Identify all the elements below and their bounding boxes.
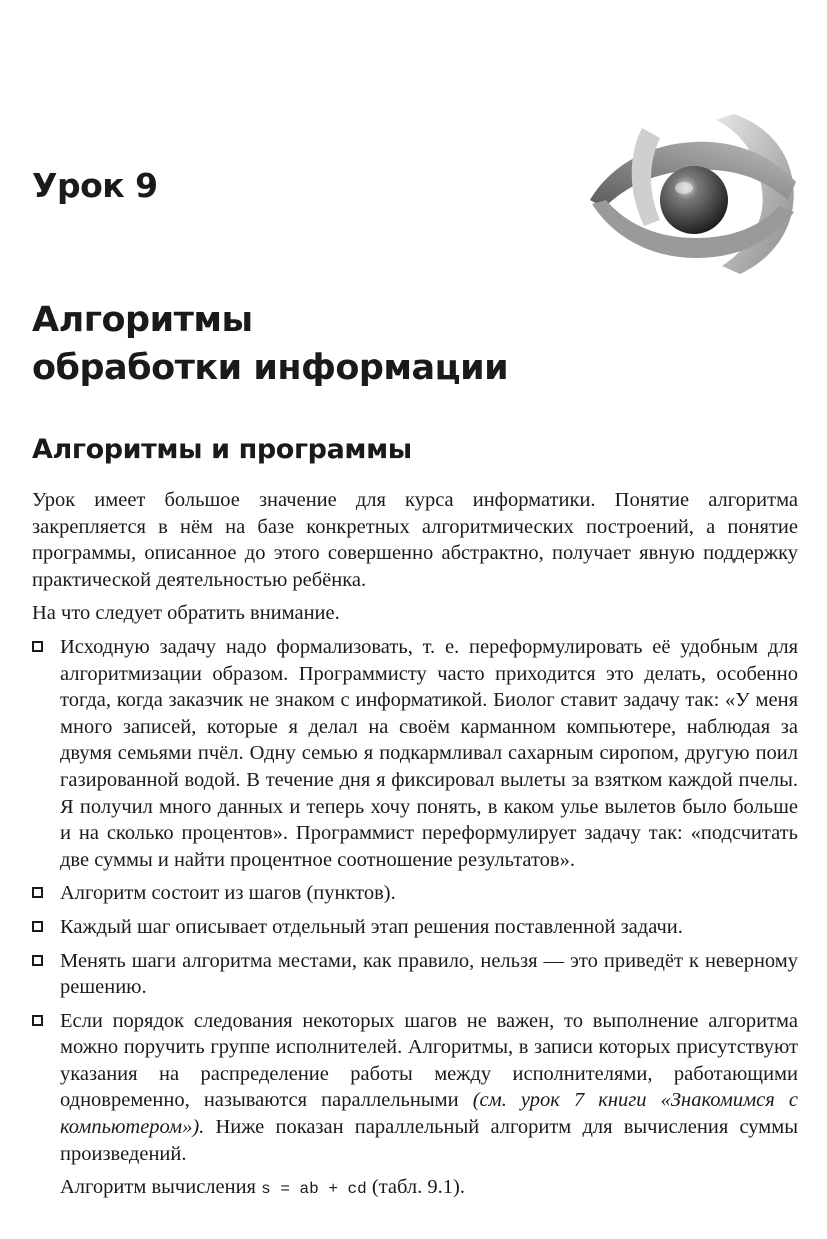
lead-paragraph: На что следует обратить внимание.	[32, 602, 340, 625]
lesson-number: Урок 9	[32, 166, 158, 205]
formula-prefix: Алгоритм вычисления	[60, 1176, 262, 1199]
list-item	[32, 634, 798, 873]
list-item	[32, 914, 798, 941]
intro-paragraph: Урок имеет большое значение для курса информатики. Понятие алгоритма закрепляется в нём на базе конкретных алгоритмических построений, а понятие программы, описанное до этого совершенно абстрактно, получает явную поддержку практической деятельностью ребёнка.	[32, 489, 798, 591]
chapter-title-line2: обработки информации	[32, 348, 509, 388]
chapter-title-line1: Алгоритмы	[32, 300, 253, 340]
list-item	[32, 880, 798, 907]
body-text	[32, 487, 798, 1203]
list-item-text: Каждый шаг описывает отдельный этап решения поставленной задачи.	[60, 915, 683, 938]
checkbox-bullet-icon	[32, 921, 43, 932]
list-item-text: Алгоритм состоит из шагов (пунктов).	[60, 882, 396, 905]
formula-code: s = ab + cd	[261, 1180, 367, 1199]
list-item-text: Исходную задачу надо формализовать, т. е. переформулировать её удобным для алгоритмизации образом. Программисту часто приходится это делать, особенно тогда, когда заказчик не знаком с информатикой. Биолог ставит задачу так: «У меня много записей, которые я делал на своём карманном компьютере, наблюдая за двумя семьями пчёл. Одну семью я подкармливал сахарным сиропом, другую поил газированной водой. В течение дня я фиксировал вылеты за взятком каждой пчелы. Я получил много данных и теперь хочу понять, в каком улье вылетов было больше и на сколько процентов». Программист переформулирует задачу так: «подсчитать две суммы и найти процентное соотношение результатов».	[60, 635, 798, 871]
checkbox-bullet-icon	[32, 641, 43, 652]
list-item	[32, 1008, 798, 1168]
checkbox-bullet-icon	[32, 887, 43, 898]
eye-logo-icon	[584, 108, 804, 278]
formula-line	[32, 1174, 798, 1203]
checkbox-bullet-icon	[32, 1015, 43, 1026]
list-item-text-part2: Ниже показан параллельный алгоритм для вычисления суммы произведений.	[60, 1116, 798, 1165]
bullet-list	[32, 634, 798, 1167]
chapter-title	[32, 296, 508, 392]
book-reference: (см. урок 7 книги «Знакомимся с компьютером»).	[60, 1089, 798, 1139]
list-item-text-part1: Если порядок следования некоторых шагов не важен, то выполнение алгоритма можно поручить группе исполнителей. Алгоритмы, в записи которых присутствуют указания на распределение работы между исполнителями, работающими одновременно, называются параллельными	[60, 1009, 798, 1112]
list-item-text: Менять шаги алгоритма местами, как правило, нельзя — это приведёт к неверному решению.	[60, 949, 798, 999]
formula-suffix: (табл. 9.1).	[366, 1176, 465, 1199]
checkbox-bullet-icon	[32, 955, 43, 966]
section-title: Алгоритмы и программы	[32, 434, 412, 465]
list-item	[32, 948, 798, 1001]
